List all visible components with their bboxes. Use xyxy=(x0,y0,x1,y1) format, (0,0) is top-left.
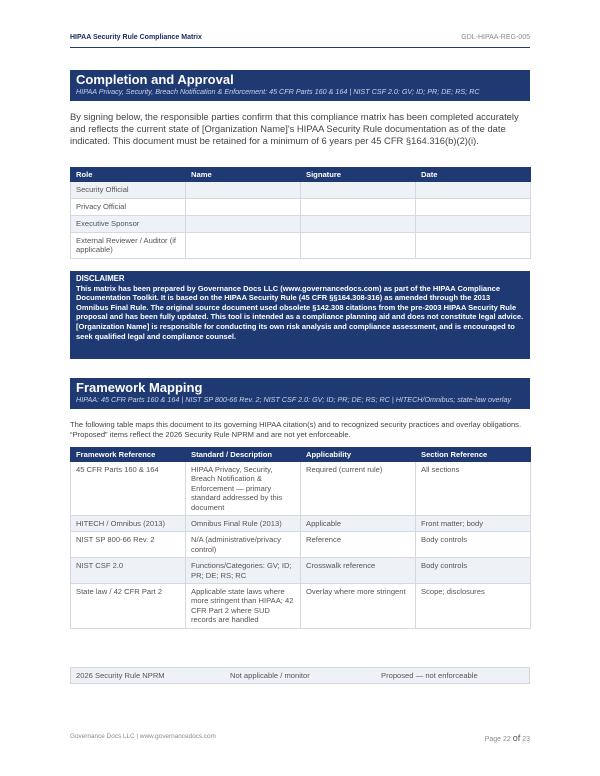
signature-field[interactable] xyxy=(301,199,416,216)
page-of: of xyxy=(512,733,521,743)
applicability-cell: Crosswalk reference xyxy=(301,558,416,584)
document-title: HIPAA Security Rule Compliance Matrix xyxy=(70,34,202,41)
page-header xyxy=(70,34,530,48)
completion-intro: By signing below, the responsible parties confirm that this compliance matrix has been completed accurately and reflects the current state of [Organization Name]'s HIPAA Security Rule documentation as of the date indicated. This document must be retained for a minimum of 6 years per 45 CFR §164.316(b)(2)(i). xyxy=(70,111,519,146)
approval-table xyxy=(70,167,531,259)
table-row xyxy=(71,584,531,629)
framework-reference-cell: NIST CSF 2.0 xyxy=(71,558,186,584)
table-row xyxy=(71,216,531,233)
nprm-applicability: Not applicable / monitor xyxy=(230,671,310,680)
nprm-reference: 2026 Security Rule NPRM xyxy=(76,671,165,680)
footer-company: Governance Docs LLC | www.governancedocs.com xyxy=(70,733,216,740)
framework-reference-cell: 45 CFR Parts 160 & 164 xyxy=(71,462,186,516)
framework-table xyxy=(70,447,531,629)
section-reference-cell: Front matter; body xyxy=(416,516,531,532)
nprm-row xyxy=(70,667,530,684)
column-header-standard: Standard / Description xyxy=(186,448,301,462)
page-footer xyxy=(70,733,530,743)
role-cell: Privacy Official xyxy=(71,199,186,216)
role-cell: Security Official xyxy=(71,182,186,199)
applicability-cell: Applicable xyxy=(301,516,416,532)
nprm-status: Proposed — not enforceable xyxy=(381,671,478,680)
framework-banner xyxy=(70,378,530,409)
completion-subheading: HIPAA Privacy, Security, Breach Notification & Enforcement: 45 CFR Parts 160 & 164 | NIST CSF 2.0: GV; ID; PR; DE; RS; RC xyxy=(76,87,480,96)
disclaimer-text: This matrix has been prepared by Governance Docs LLC (www.governancedocs.com) as part of the HIPAA Compliance Documentation Toolkit. It is based on the HIPAA Security Rule (45 CFR §§164.308-316) as amended through the 2013 Omnibus Final Rule. The original source document used obsolete §142.308 citations from the pre-2003 HIPAA Security Rule proposal and has been fully updated. This tool is intended as a compliance planning aid and does not constitute legal advice. [Organization Name] is responsible for conducting its own risk analysis and compliance assessment, and is encouraged to seek qualified legal and compliance counsel. xyxy=(76,283,524,341)
signature-field[interactable] xyxy=(301,233,416,259)
applicability-cell: Overlay where more stringent xyxy=(301,584,416,629)
framework-table-header xyxy=(71,448,531,462)
page-total: 23 xyxy=(522,736,530,743)
table-row xyxy=(71,558,531,584)
section-reference-cell: Body controls xyxy=(416,532,531,558)
signature-field[interactable] xyxy=(301,216,416,233)
framework-reference-cell: HITECH / Omnibus (2013) xyxy=(71,516,186,532)
signature-field[interactable] xyxy=(301,182,416,199)
section-reference-cell: Body controls xyxy=(416,558,531,584)
date-field[interactable] xyxy=(416,233,531,259)
name-field[interactable] xyxy=(186,182,301,199)
column-header-role: Role xyxy=(71,168,186,182)
column-header-name: Name xyxy=(186,168,301,182)
date-field[interactable] xyxy=(416,199,531,216)
standard-cell: HIPAA Privacy, Security, Breach Notification & Enforcement — primary standard addressed by this document xyxy=(186,462,301,516)
disclaimer-box xyxy=(70,271,530,359)
approval-table-header xyxy=(71,168,531,182)
applicability-cell: Reference xyxy=(301,532,416,558)
disclaimer-heading: DISCLAIMER xyxy=(76,274,125,283)
standard-cell: N/A (administrative/privacy control) xyxy=(186,532,301,558)
framework-intro: The following table maps this document to its governing HIPAA citation(s) and to recognized security practices and overlay obligations. “Proposed” items reflect the 2026 Security Rule NPRM and are not yet enforceable. xyxy=(70,420,522,439)
table-row xyxy=(71,233,531,259)
document-code: GDL-HIPAA-REG-005 xyxy=(461,34,530,41)
name-field[interactable] xyxy=(186,216,301,233)
completion-heading: Completion and Approval xyxy=(76,72,234,87)
framework-subheading: HIPAA: 45 CFR Parts 160 & 164 | NIST SP 800-66 Rev. 2; NIST CSF 2.0: GV; ID; PR; DE; RS; RC | HITECH/Omnibus; state-law overlay xyxy=(76,395,512,404)
table-row xyxy=(71,462,531,516)
column-header-date: Date xyxy=(416,168,531,182)
table-row xyxy=(71,199,531,216)
role-cell: Executive Sponsor xyxy=(71,216,186,233)
column-header-applicability: Applicability xyxy=(301,448,416,462)
applicability-cell: Required (current rule) xyxy=(301,462,416,516)
date-field[interactable] xyxy=(416,216,531,233)
section-reference-cell: Scope; disclosures xyxy=(416,584,531,629)
table-row xyxy=(71,182,531,199)
page-number xyxy=(485,733,530,743)
name-field[interactable] xyxy=(186,233,301,259)
column-header-signature: Signature xyxy=(301,168,416,182)
role-cell: External Reviewer / Auditor (if applicable) xyxy=(71,233,186,259)
standard-cell: Applicable state laws where more stringent than HIPAA; 42 CFR Part 2 where SUD records are handled xyxy=(186,584,301,629)
name-field[interactable] xyxy=(186,199,301,216)
completion-banner xyxy=(70,70,530,101)
page-label: Page 22 xyxy=(484,736,511,743)
standard-cell: Functions/Categories: GV; ID; PR; DE; RS; RC xyxy=(186,558,301,584)
section-reference-cell: All sections xyxy=(416,462,531,516)
column-header-section-reference: Section Reference xyxy=(416,448,531,462)
date-field[interactable] xyxy=(416,182,531,199)
table-row xyxy=(71,516,531,532)
framework-heading: Framework Mapping xyxy=(76,380,203,395)
table-row xyxy=(71,532,531,558)
framework-reference-cell: State law / 42 CFR Part 2 xyxy=(71,584,186,629)
framework-reference-cell: NIST SP 800-66 Rev. 2 xyxy=(71,532,186,558)
column-header-framework-reference: Framework Reference xyxy=(71,448,186,462)
standard-cell: Omnibus Final Rule (2013) xyxy=(186,516,301,532)
